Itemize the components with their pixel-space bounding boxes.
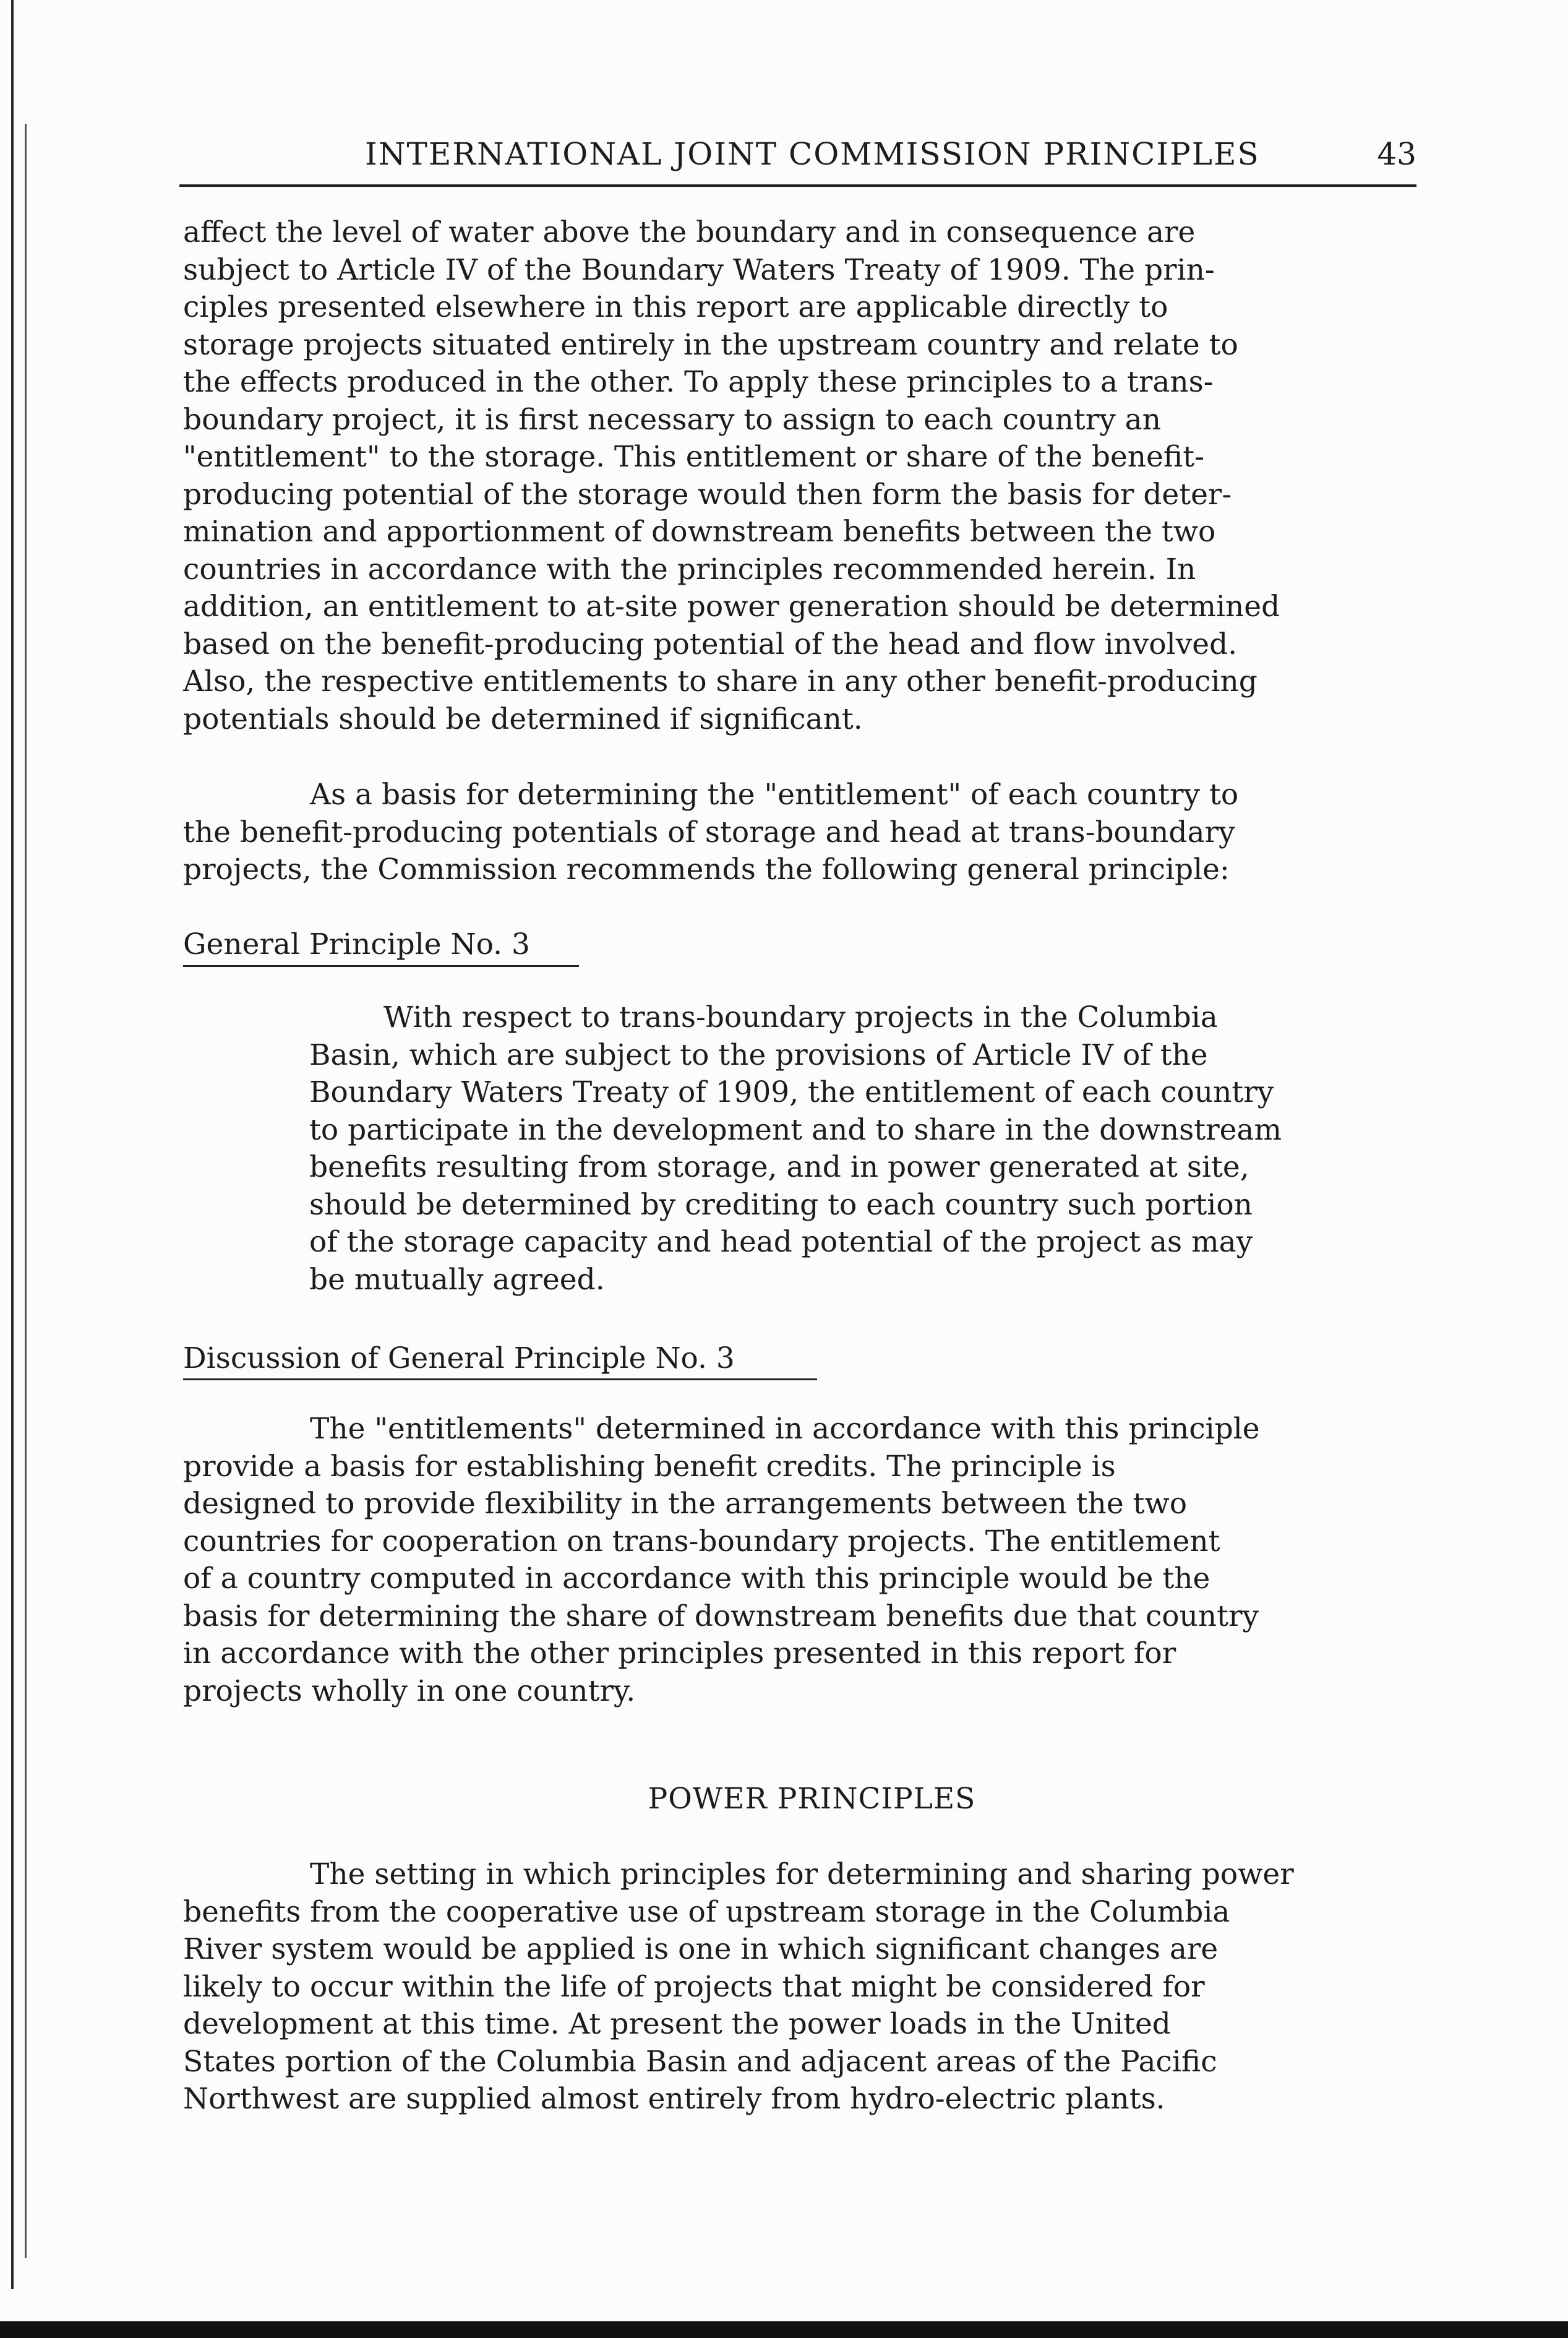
text-line: Boundary Waters Treaty of 1909, the entitlement of each country — [309, 1075, 1274, 1109]
text-line: As a basis for determining the "entitlement" of each country to — [310, 778, 1239, 812]
text-line: benefits from the cooperative use of upstream storage in the Columbia — [183, 1894, 1230, 1929]
text-line: subject to Article IV of the Boundary Waters Treaty of 1909. The prin- — [183, 252, 1215, 287]
text-line: likely to occur within the life of projects that might be considered for — [183, 1969, 1205, 2004]
text-line: designed to provide flexibility in the arrangements between the two — [183, 1487, 1187, 1521]
text-line: storage projects situated entirely in the upstream country and relate to — [183, 327, 1238, 362]
principle-heading-underline — [183, 965, 579, 967]
text-line: basis for determining the share of downstream benefits due that country — [183, 1599, 1259, 1633]
binding-edge-shadow — [25, 124, 27, 2258]
discussion-heading-text: Discussion of General Principle No. 3 — [183, 1341, 735, 1375]
text-line: the benefit-producing potentials of storage and head at trans-boundary — [183, 815, 1235, 849]
text-line: The setting in which principles for determining and sharing power — [310, 1857, 1294, 1891]
text-line: ciples presented elsewhere in this report are applicable directly to — [183, 290, 1168, 324]
section-title: POWER PRINCIPLES — [648, 1782, 976, 1816]
text-line: potentials should be determined if significant. — [183, 702, 863, 736]
text-line: Also, the respective entitlements to share in any other benefit-producing — [183, 664, 1257, 698]
text-line: addition, an entitlement to at-site power generation should be determined — [183, 590, 1280, 624]
text-line: With respect to trans-boundary projects in the Columbia — [383, 1000, 1218, 1034]
running-header — [179, 130, 1416, 186]
text-line: should be determined by crediting to each country such portion — [309, 1187, 1253, 1222]
running-header-title: INTERNATIONAL JOINT COMMISSION PRINCIPLES — [365, 136, 1260, 172]
text-line: "entitlement" to the storage. This entitlement or share of the benefit- — [183, 440, 1204, 474]
text-line: of a country computed in accordance with this principle would be the — [183, 1562, 1210, 1596]
text-line: The "entitlements" determined in accordance with this principle — [310, 1412, 1260, 1446]
text-line: in accordance with the other principles presented in this report for — [183, 1636, 1176, 1670]
paragraph-4 — [183, 1856, 1414, 2118]
text-line: countries for cooperation on trans-boundary projects. The entitlement — [183, 1524, 1220, 1558]
principle-text — [309, 999, 1423, 1299]
paragraph-2 — [183, 776, 1414, 889]
text-line: Northwest are supplied almost entirely from hydro-electric plants. — [183, 2082, 1165, 2116]
binding-edge — [11, 0, 14, 2289]
text-line: to participate in the development and to share in the downstream — [309, 1112, 1282, 1147]
discussion-heading — [183, 1340, 735, 1377]
text-line: mination and apportionment of downstream benefits between the two — [183, 515, 1216, 549]
principle-heading — [183, 926, 530, 963]
text-line: countries in accordance with the principles recommended herein. In — [183, 552, 1196, 587]
text-line: River system would be applied is one in which significant changes are — [183, 1932, 1219, 1966]
text-line: the effects produced in the other. To apply these principles to a trans- — [183, 365, 1214, 399]
text-line: development at this time. At present the power loads in the United — [183, 2007, 1171, 2041]
text-line: projects wholly in one country. — [183, 1674, 636, 1708]
discussion-heading-underline — [183, 1378, 817, 1380]
text-line: boundary project, it is first necessary to assign to each country an — [183, 402, 1161, 437]
text-line: benefits resulting from storage, and in power generated at site, — [309, 1150, 1249, 1184]
text-line: affect the level of water above the boundary and in consequence are — [183, 215, 1196, 249]
scan-bottom-edge — [0, 2321, 1568, 2338]
text-line: States portion of the Columbia Basin and adjacent areas of the Pacific — [183, 2044, 1217, 2079]
text-line: provide a basis for establishing benefit credits. The principle is — [183, 1449, 1116, 1484]
paragraph-1 — [183, 214, 1414, 738]
text-line: based on the benefit-producing potential of the head and flow involved. — [183, 627, 1238, 661]
paragraph-3 — [183, 1411, 1414, 1710]
text-line: of the storage capacity and head potential of the project as may — [309, 1225, 1253, 1259]
text-line: Basin, which are subject to the provisions of Article IV of the — [309, 1038, 1208, 1072]
header-rule — [179, 184, 1416, 187]
text-line: be mutually agreed. — [309, 1262, 605, 1297]
text-line: producing potential of the storage would then form the basis for deter- — [183, 477, 1232, 512]
page-number: 43 — [1377, 136, 1416, 172]
principle-heading-text: General Principle No. 3 — [183, 927, 530, 961]
text-line: projects, the Commission recommends the following general principle: — [183, 853, 1230, 887]
